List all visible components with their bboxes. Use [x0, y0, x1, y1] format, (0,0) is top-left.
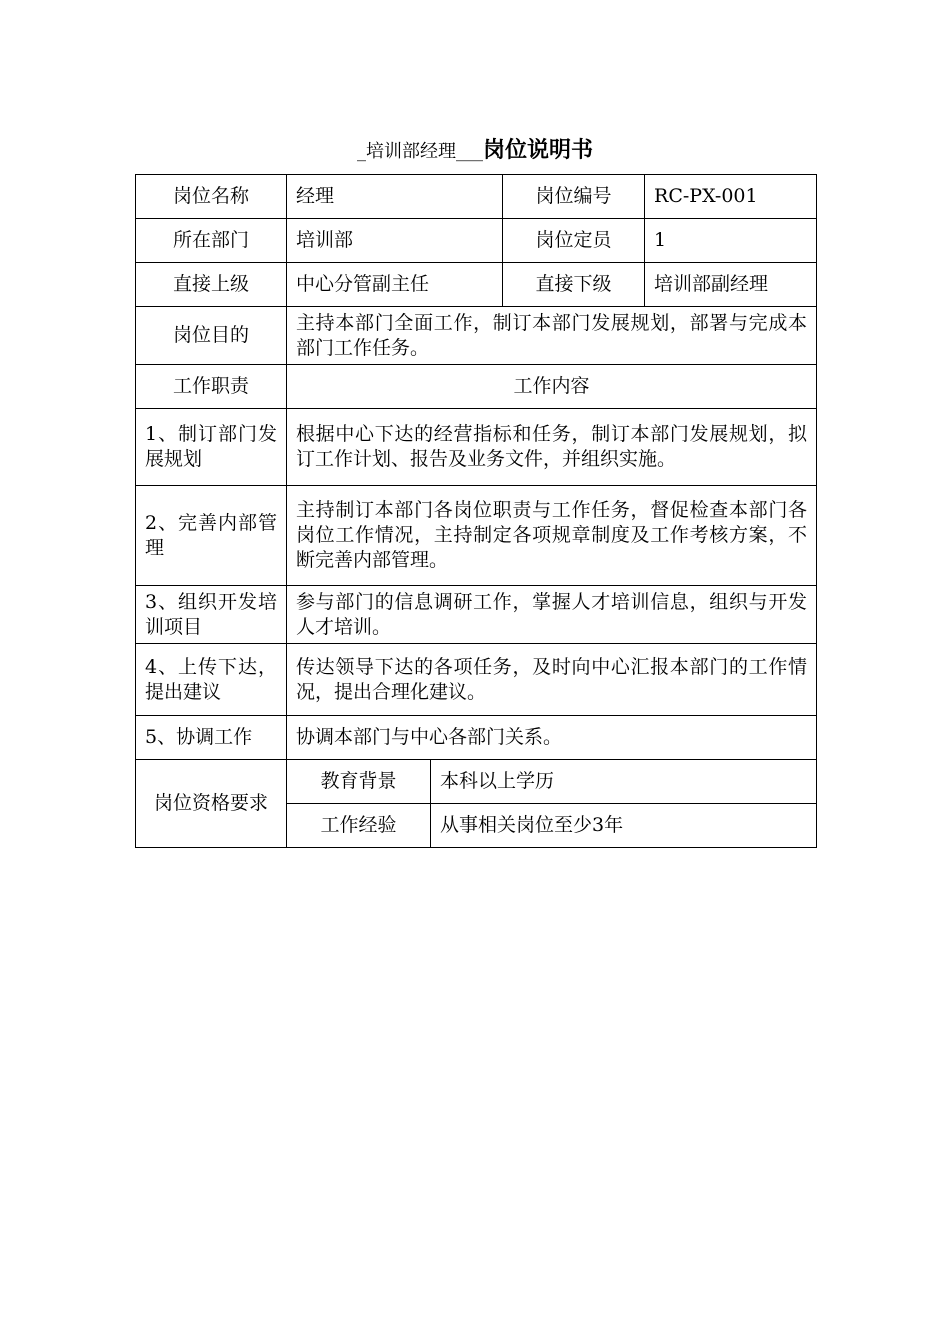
- duty-row: [136, 409, 817, 486]
- title-main: 岗位说明书: [482, 137, 593, 163]
- duty-row: [136, 586, 817, 644]
- row-education: [136, 760, 817, 804]
- subordinate-value: 培训部副经理: [645, 263, 817, 307]
- row-purpose: [136, 307, 817, 365]
- row-duties-header: [136, 365, 817, 409]
- duty-title: 1、制订部门发展规划: [136, 409, 287, 486]
- duty-content: 主持制订本部门各岗位职责与工作任务，督促检查本部门各岗位工作情况，主持制定各项规章制度及工作考核方案，不断完善内部管理。: [287, 486, 817, 586]
- education-value: 本科以上学历: [431, 760, 817, 804]
- department-value: 培训部: [287, 219, 503, 263]
- job-description-table: [135, 174, 817, 848]
- row-department: [136, 219, 817, 263]
- education-label: 教育背景: [287, 760, 431, 804]
- duty-content: 传达领导下达的各项任务，及时向中心汇报本部门的工作情况，提出合理化建议。: [287, 644, 817, 716]
- duty-title: 5、协调工作: [136, 716, 287, 760]
- subordinate-label: 直接下级: [503, 263, 645, 307]
- duty-content: 根据中心下达的经营指标和任务，制订本部门发展规划，拟订工作计划、报告及业务文件，并组织实施。: [287, 409, 817, 486]
- purpose-value: 主持本部门全面工作，制订本部门发展规划，部署与完成本部门工作任务。: [287, 307, 817, 365]
- duty-title: 3、组织开发培训项目: [136, 586, 287, 644]
- duty-row: [136, 644, 817, 716]
- headcount-label: 岗位定员: [503, 219, 645, 263]
- duties-header-content: 工作内容: [287, 365, 817, 409]
- experience-value: 从事相关岗位至少3年: [431, 804, 817, 848]
- department-label: 所在部门: [136, 219, 287, 263]
- document-title: [0, 133, 950, 164]
- duty-row: [136, 486, 817, 586]
- position-code-value: RC-PX-001: [645, 175, 817, 219]
- position-code-label: 岗位编号: [503, 175, 645, 219]
- row-position-name: [136, 175, 817, 219]
- headcount-value: 1: [645, 219, 817, 263]
- superior-label: 直接上级: [136, 263, 287, 307]
- duties-header-label: 工作职责: [136, 365, 287, 409]
- duty-content: 参与部门的信息调研工作，掌握人才培训信息，组织与开发人才培训。: [287, 586, 817, 644]
- position-name-value: 经理: [287, 175, 503, 219]
- duty-row: [136, 716, 817, 760]
- duty-title: 4、上传下达，提出建议: [136, 644, 287, 716]
- row-reporting: [136, 263, 817, 307]
- duty-content: 协调本部门与中心各部门关系。: [287, 716, 817, 760]
- purpose-label: 岗位目的: [136, 307, 287, 365]
- duty-title: 2、完善内部管理: [136, 486, 287, 586]
- qualifications-label: 岗位资格要求: [136, 760, 287, 848]
- superior-value: 中心分管副主任: [287, 263, 503, 307]
- position-name-label: 岗位名称: [136, 175, 287, 219]
- experience-label: 工作经验: [287, 804, 431, 848]
- title-position-name: _培训部经理___: [356, 141, 483, 162]
